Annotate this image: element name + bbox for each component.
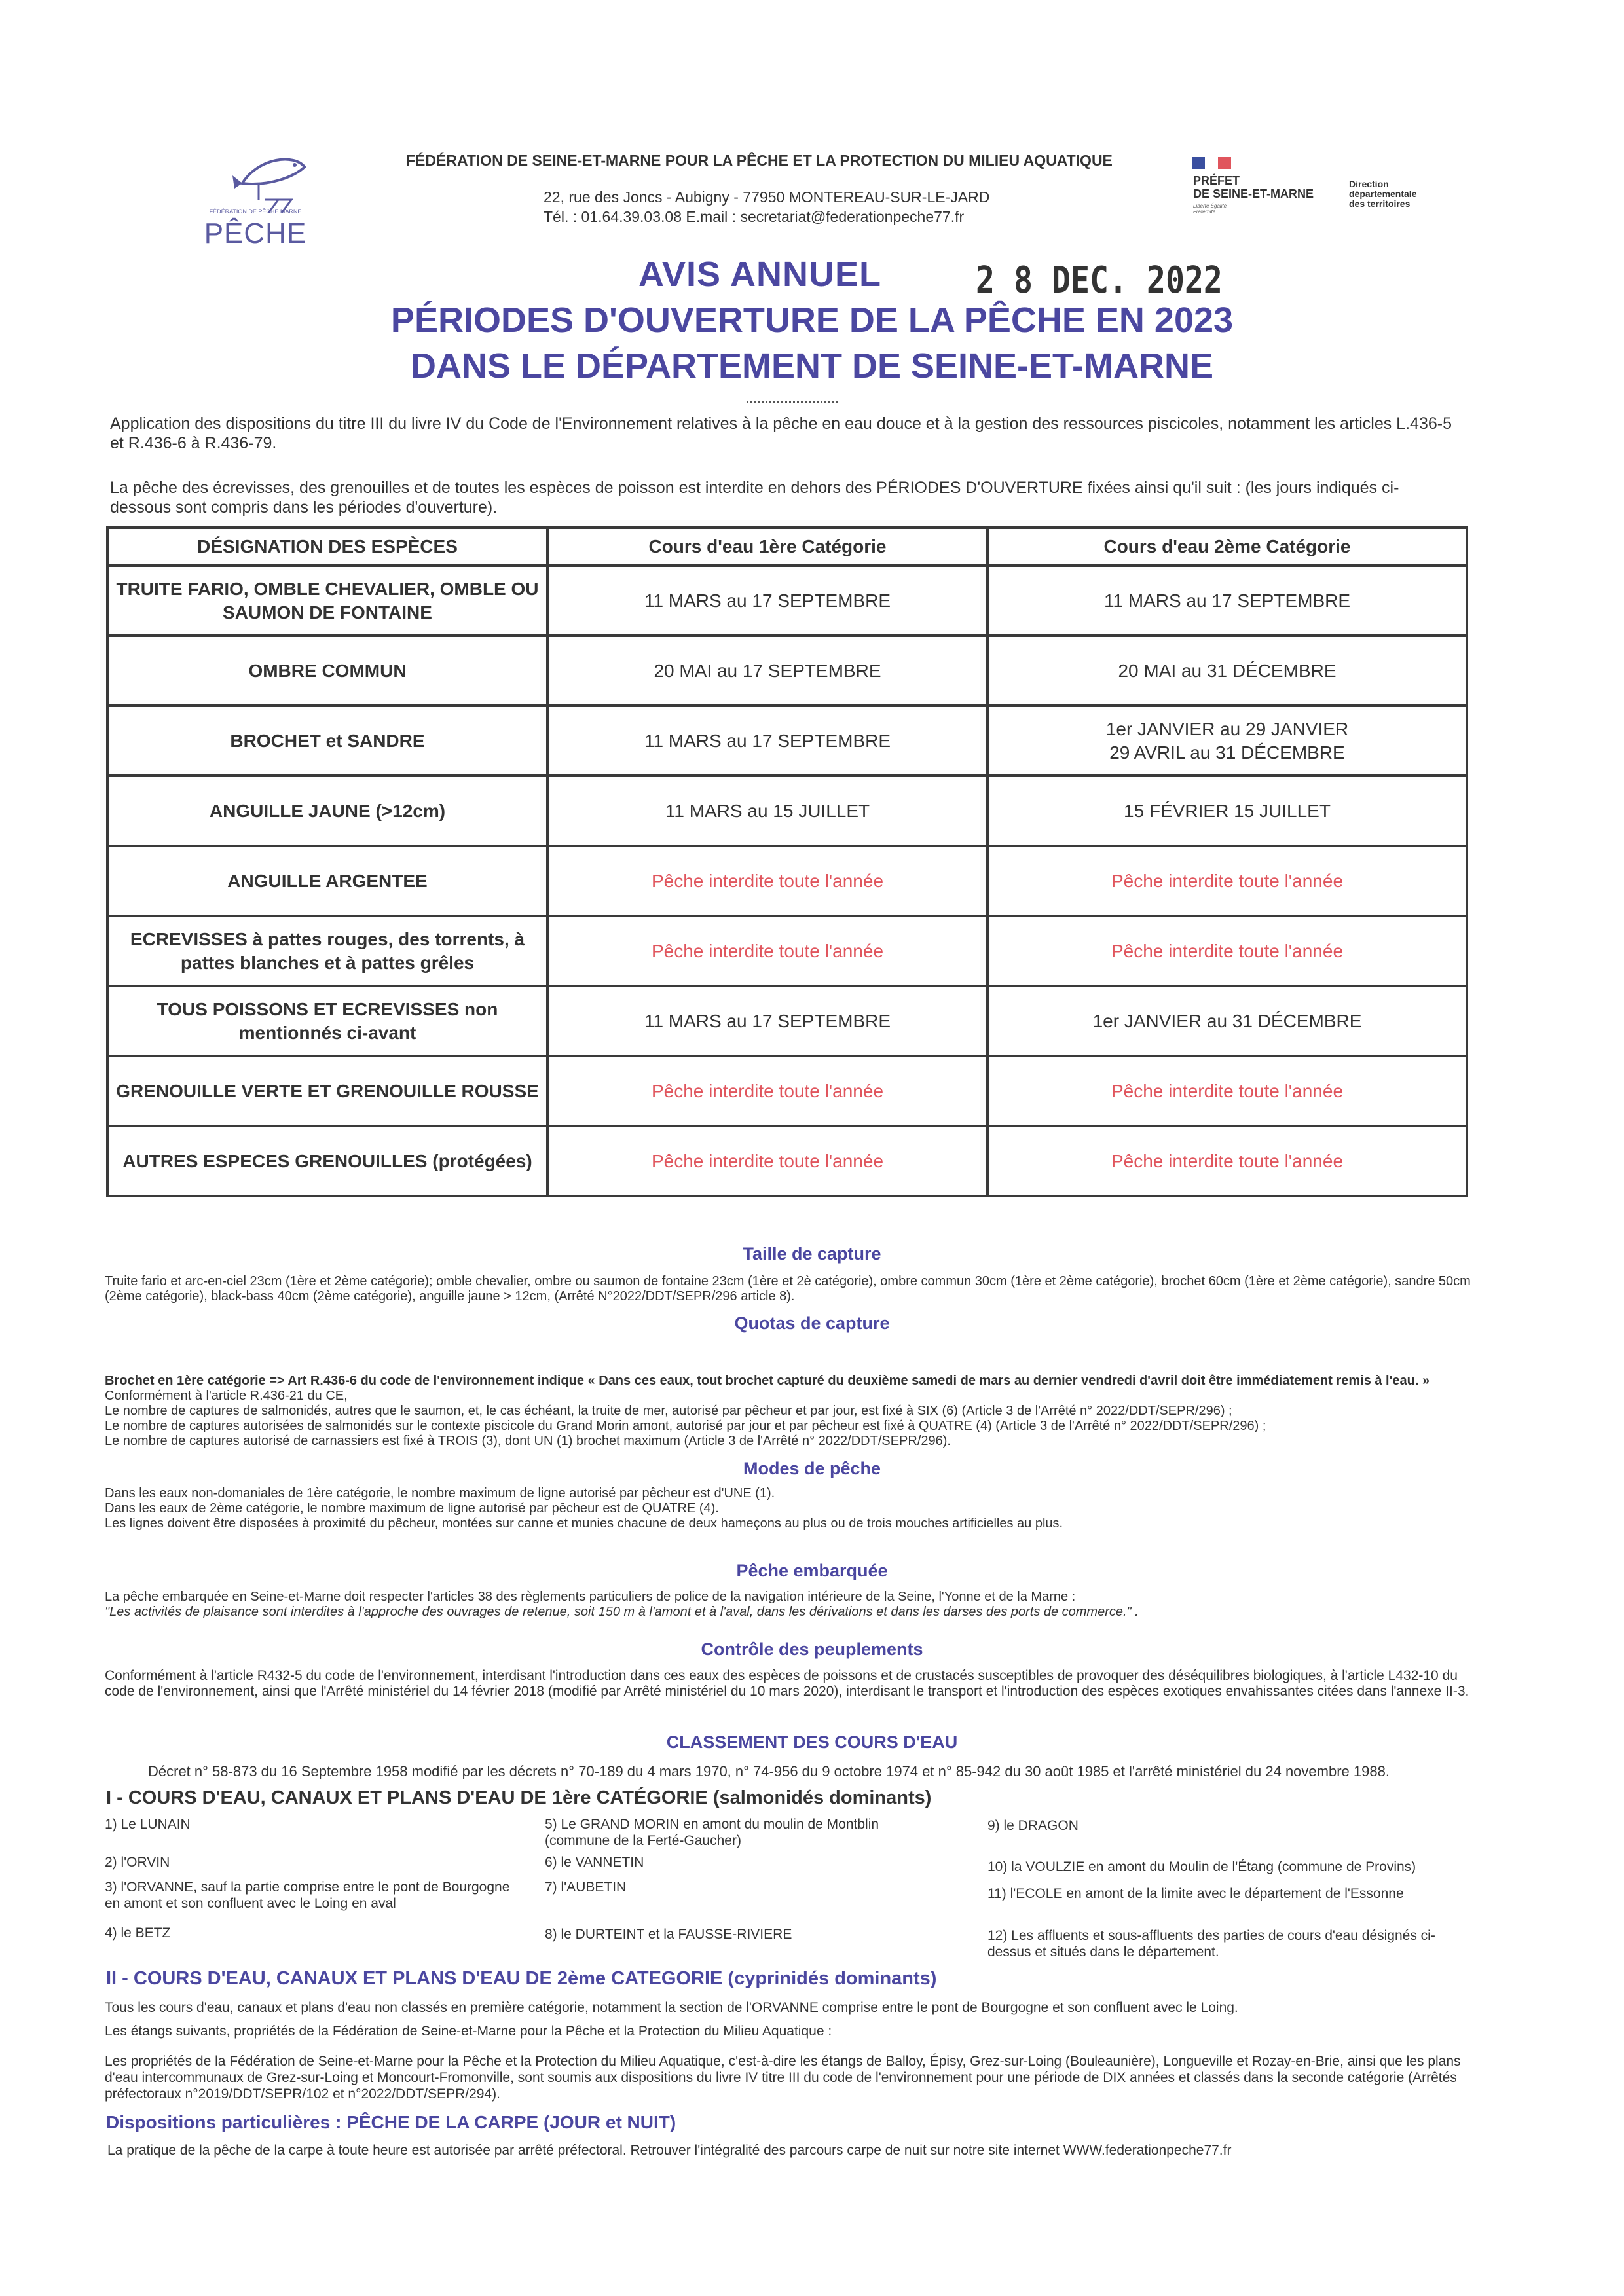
embarquee-line: La pêche embarquée en Seine-et-Marne doit respecter l'articles 38 des règlements particuliers de police de la navigation intérieure de la Seine, l'Yonne et de la Marne :: [105, 1590, 1076, 1604]
species-cell: OMBRE COMMUN: [107, 636, 547, 706]
federation-name: FÉDÉRATION DE SEINE-ET-MARNE POUR LA PÊCHE ET LA PROTECTION DU MILIEU AQUATIQUE: [406, 152, 1113, 169]
intro-paragraph-2: La pêche des écrevisses, des grenouilles et de toutes les espèces de poisson est interdite en dehors des PÉRIODES D'OUVERTURE fixées ainsi qu'il suit : (les jours indiqués ci-dessous sont compris dans les périodes d'ouverture).: [110, 479, 1399, 517]
carpe-title: Dispositions particulières : PÊCHE DE LA CARPE (JOUR et NUIT): [106, 2112, 676, 2132]
table-header-row: [107, 528, 1467, 566]
river-item: 2) l'ORVIN: [105, 1855, 170, 1870]
quotas-text: [105, 1374, 1480, 1449]
category-2-period: Pêche interdite toute l'année: [987, 1056, 1467, 1126]
classement-heading: CLASSEMENT DES COURS D'EAU: [666, 1732, 958, 1752]
quota-line: Conformément à l'article R.436-21 du CE,: [105, 1389, 348, 1403]
category-1-period: 11 MARS au 17 SEPTEMBRE: [547, 986, 987, 1056]
controle-text: Conformément à l'article R432-5 du code de l'environnement, interdisant l'introduction dans ces eaux des espèces de poissons et de crustacés susceptibles de provoquer des déséquilibres biologiques, à l'article L432-10 du code de l'environnement, ainsi que l'Arrêté ministériel du 14 février 2018 (modifié par Arrêté ministériel du 10 mars 2020), interdisant le transport et l'introduction des espèces exotiques envahissantes citées dans l'annexe II-3.: [105, 1668, 1469, 1699]
table-row: [107, 846, 1467, 916]
embarquee-line: "Les activités de plaisance sont interdites à l'approche des ouvrages de retenue, soit 150 m à l'amont et à l'aval, dans les dérivations et dans les darses des ports de commerce." .: [105, 1605, 1139, 1619]
quota-line: Le nombre de captures autorisé de carnassiers est fixé à TROIS (3), dont UN (1) brochet maximum (Article 3 de l'Arrêté n° 2022/DDT/SEPR/296).: [105, 1434, 951, 1448]
category-2-period: 1er JANVIER au 31 DÉCEMBRE: [987, 986, 1467, 1056]
embarquee-text: [105, 1590, 1480, 1620]
mode-line: Dans les eaux de 2ème catégorie, le nombre maximum de ligne autorisé par pêcheur est de QUATRE (4).: [105, 1501, 719, 1516]
category-1-period: 20 MAI au 17 SEPTEMBRE: [547, 636, 987, 706]
quota-line: Le nombre de captures autorisées de salmonidés sur le contexte piscicole du Grand Morin amont, autorisé par jour et par pêcheur est fixé à QUATRE (4) (Article 3 de l'Arrêté n° 2022/DDT/SEPR/296) ;: [105, 1419, 1266, 1433]
category-2-period: 15 FÉVRIER 15 JUILLET: [987, 776, 1467, 846]
table-row: [107, 636, 1467, 706]
category-1-period: Pêche interdite toute l'année: [547, 846, 987, 916]
table-row: [107, 986, 1467, 1056]
category-2-text: Tous les cours d'eau, canaux et plans d'eau non classés en première catégorie, notamment la section de l'ORVANNE comprise entre le pont de Bourgogne et son confluent avec le Loing.: [105, 2000, 1238, 2015]
fish-logo-icon: [196, 137, 314, 216]
river-item: 4) le BETZ: [105, 1925, 171, 1941]
species-cell: ANGUILLE JAUNE (>12cm): [107, 776, 547, 846]
category-1-period: 11 MARS au 15 JUILLET: [547, 776, 987, 846]
category-1-period: Pêche interdite toute l'année: [547, 916, 987, 986]
river-item: 1) Le LUNAIN: [105, 1817, 191, 1832]
header-species: DÉSIGNATION DES ESPÈCES: [107, 528, 547, 566]
category-2-period: Pêche interdite toute l'année: [987, 846, 1467, 916]
mode-line: Dans les eaux non-domaniales de 1ère catégorie, le nombre maximum de ligne autorisé par pêcheur est d'UNE (1).: [105, 1486, 775, 1501]
mode-line: Les lignes doivent être disposées à proximité du pêcheur, montées sur canne et munies chacune de deux hameçons au plus ou de trois mouches artificielles au plus.: [105, 1516, 1063, 1531]
table-row: [107, 1126, 1467, 1196]
table-row: [107, 566, 1467, 636]
opening-periods-table: [106, 526, 1468, 1197]
river-item: 5) Le GRAND MORIN en amont du moulin de Montblin (commune de la Ferté-Gaucher): [545, 1817, 879, 1848]
prefecture-logo: [1179, 157, 1454, 229]
french-flag-icon: [1192, 157, 1231, 169]
prefet-name: PRÉFET DE SEINE-ET-MARNE: [1193, 174, 1314, 200]
species-cell: TRUITE FARIO, OMBLE CHEVALIER, OMBLE OU SAUMON DE FONTAINE: [107, 566, 547, 636]
category-2-etangs: Les étangs suivants, propriétés de la Fédération de Seine-et-Marne pour la Pêche et la Protection du Milieu Aquatique :: [105, 2024, 832, 2039]
title-departement: DANS LE DÉPARTEMENT DE SEINE-ET-MARNE: [410, 346, 1214, 386]
classement-decret: Décret n° 58-873 du 16 Septembre 1958 modifié par les décrets n° 70-189 du 4 mars 1970, n° 74-956 du 9 octobre 1974 et n° 85-942 du 30 août 1985 et l'arrêté ministériel du 24 novembre 1988.: [148, 1763, 1390, 1779]
table-row: [107, 916, 1467, 986]
river-item: 12) Les affluents et sous-affluents des parties de cours d'eau désignés ci-dessus et situés dans le département.: [987, 1928, 1435, 1959]
taille-heading: Taille de capture: [743, 1244, 881, 1264]
river-item: 11) l'ECOLE en amont de la limite avec le département de l'Essonne: [987, 1886, 1404, 1901]
category-2-period: 20 MAI au 31 DÉCEMBRE: [987, 636, 1467, 706]
category-2-title: II - COURS D'EAU, CANAUX ET PLANS D'EAU DE 2ème CATEGORIE (cyprinidés dominants): [106, 1968, 937, 1989]
river-item: 6) le VANNETIN: [545, 1855, 644, 1870]
quota-line: Brochet en 1ère catégorie => Art R.436-6 du code de l'environnement indique « Dans ces eaux, tout brochet capturé du deuxième samedi de mars au dernier vendredi d'avril doit être immédiatement remis à l'eau. »: [105, 1374, 1430, 1388]
table-row: [107, 706, 1467, 776]
category-2-period: Pêche interdite toute l'année: [987, 916, 1467, 986]
modes-text: [105, 1486, 1480, 1531]
category-1-period: 11 MARS au 17 SEPTEMBRE: [547, 706, 987, 776]
species-cell: GRENOUILLE VERTE ET GRENOUILLE ROUSSE: [107, 1056, 547, 1126]
category-2-period: 1er JANVIER au 29 JANVIER 29 AVRIL au 31 DÉCEMBRE: [987, 706, 1467, 776]
quota-line: Le nombre de captures de salmonidés, autres que le saumon, et, le cas échéant, la truite de mer, autorisé par pêcheur et par jour, est fixé à SIX (6) (Article 3 de l'Arrêté n° 2022/DDT/SEPR/296) ;: [105, 1404, 1232, 1418]
header-category-2: Cours d'eau 2ème Catégorie: [987, 528, 1467, 566]
table-row: [107, 776, 1467, 846]
category-1-title: I - COURS D'EAU, CANAUX ET PLANS D'EAU DE 1ère CATÉGORIE (salmonidés dominants): [106, 1787, 932, 1808]
category-2-properties: Les propriétés de la Fédération de Seine-et-Marne pour la Pêche et la Protection du Milieu Aquatique, c'est-à-dire les étangs de Balloy, Épisy, Grez-sur-Loing (Bouleaunière), Longueville et Rozay-en-Brie, ainsi que les plans d'eau intercommunaux de Grez-sur-Loing et Moncourt-Fromonville, sont soumis aux dispositions du livre IV titre III du code de l'environnement pour une période de DIX années et classés dans la seconde catégorie (Arrêtés préfectoraux n°2019/DDT/SEPR/102 et n°2022/DDT/SEPR/294).: [105, 2054, 1461, 2102]
category-1-period: Pêche interdite toute l'année: [547, 1126, 987, 1196]
ddt-name: Direction départementale des territoires: [1349, 179, 1417, 209]
river-item: 8) le DURTEINT et la FAUSSE-RIVIERE: [545, 1927, 792, 1942]
species-cell: TOUS POISSONS ET ECREVISSES non mentionnés ci-avant: [107, 986, 547, 1056]
controle-heading: Contrôle des peuplements: [701, 1639, 923, 1659]
prefet-motto: Liberté Égalité Fraternité: [1193, 203, 1227, 215]
title-avis-annuel: AVIS ANNUEL: [638, 255, 882, 294]
title-divider: [747, 401, 838, 403]
title-periodes: PÉRIODES D'OUVERTURE DE LA PÊCHE EN 2023: [390, 301, 1234, 340]
river-item: 9) le DRAGON: [987, 1818, 1079, 1833]
category-2-period: Pêche interdite toute l'année: [987, 1126, 1467, 1196]
river-item: 3) l'ORVANNE, sauf la partie comprise entre le pont de Bourgogne en amont et son confluent avec le Loing en aval: [105, 1880, 510, 1911]
intro-paragraph-1: Application des dispositions du titre III du livre IV du Code de l'Environnement relatives à la pêche en eau douce et à la gestion des ressources piscicoles, notamment les articles L.436-5 et R.436-6 à R.436-79.: [110, 414, 1452, 452]
river-item: 10) la VOULZIE en amont du Moulin de l'Étang (commune de Provins): [987, 1859, 1416, 1874]
category-1-period: Pêche interdite toute l'année: [547, 1056, 987, 1126]
modes-heading: Modes de pêche: [743, 1459, 881, 1478]
species-cell: BROCHET et SANDRE: [107, 706, 547, 776]
taille-text: Truite fario et arc-en-ciel 23cm (1ère et 2ème catégorie); omble chevalier, ombre ou saumon de fontaine 23cm (1ère et 2è catégorie), ombre commun 30cm (1ère et 2ème catégorie), brochet 60cm (1ère et 2ème catégorie), sandre 50cm (2ème catégorie), black-bass 40cm (2ème catégorie), anguille jaune > 12cm, (Arrêté N°2022/DDT/SEPR/296 article 8).: [105, 1274, 1471, 1303]
federation-logo: [196, 137, 314, 249]
species-cell: ECREVISSES à pattes rouges, des torrents, à pattes blanches et à pattes grêles: [107, 916, 547, 986]
embarquee-heading: Pêche embarquée: [736, 1561, 888, 1580]
logo-wordmark: PÊCHE: [204, 217, 307, 249]
species-cell: AUTRES ESPECES GRENOUILLES (protégées): [107, 1126, 547, 1196]
table-row: [107, 1056, 1467, 1126]
river-item: 7) l'AUBETIN: [545, 1880, 627, 1895]
category-2-period: 11 MARS au 17 SEPTEMBRE: [987, 566, 1467, 636]
species-cell: ANGUILLE ARGENTEE: [107, 846, 547, 916]
quotas-heading: Quotas de capture: [734, 1313, 890, 1333]
category-1-period: 11 MARS au 17 SEPTEMBRE: [547, 566, 987, 636]
logo-caption: FÉDÉRATION DE PÊCHE MARNE: [209, 208, 302, 215]
header-category-1: Cours d'eau 1ère Catégorie: [547, 528, 987, 566]
federation-contact: Tél. : 01.64.39.03.08 E.mail : secretariat@federationpeche77.fr: [544, 208, 965, 225]
federation-address: 22, rue des Joncs - Aubigny - 77950 MONTEREAU-SUR-LE-JARD: [544, 189, 990, 206]
date-stamp: 2 8 DEC. 2022: [976, 259, 1223, 302]
carpe-text: La pratique de la pêche de la carpe à toute heure est autorisée par arrêté préfectoral. Retrouver l'intégralité des parcours carpe de nuit sur notre site internet WWW.federationpeche77.fr: [107, 2143, 1232, 2158]
